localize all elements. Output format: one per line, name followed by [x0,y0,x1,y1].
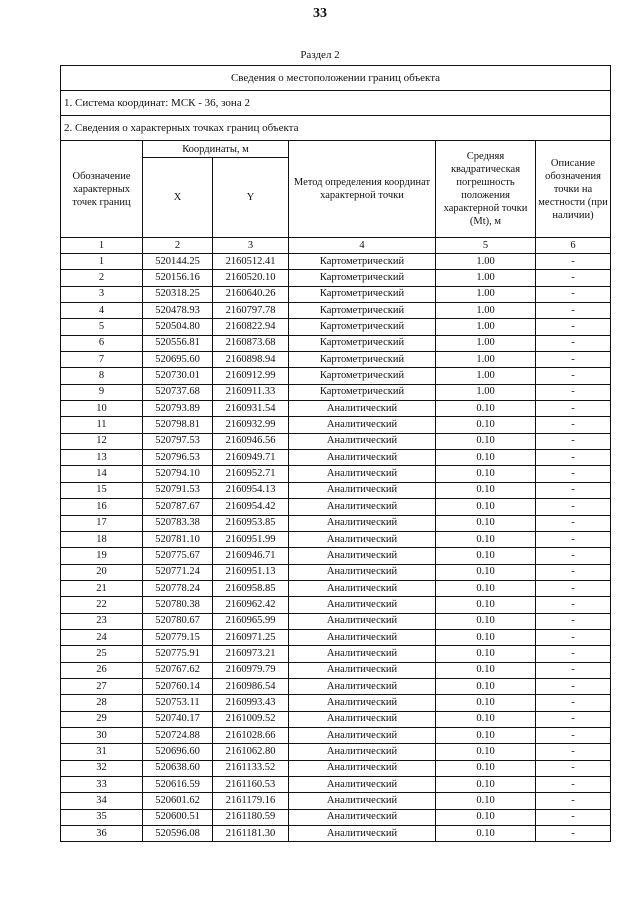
error: 1.00 [436,303,536,319]
method: Аналитический [289,548,436,564]
coord-y: 2161009.52 [213,711,289,727]
coord-x: 520616.59 [143,777,213,793]
coord-y: 2160822.94 [213,319,289,335]
description: - [536,629,611,645]
point-number: 23 [61,613,143,629]
point-number: 10 [61,401,143,417]
coord-y: 2161160.53 [213,777,289,793]
coord-x: 520767.62 [143,662,213,678]
coord-x: 520780.67 [143,613,213,629]
table-row [61,548,611,564]
point-number: 28 [61,695,143,711]
error: 0.10 [436,629,536,645]
error: 0.10 [436,826,536,842]
points-heading: 2. Сведения о характерных точках границ объекта [61,116,611,141]
coord-y: 2161062.80 [213,744,289,760]
column-number: 6 [536,238,611,254]
point-number: 17 [61,515,143,531]
coord-y: 2160946.71 [213,548,289,564]
table-title: Сведения о местоположении границ объекта [61,66,611,91]
error: 0.10 [436,548,536,564]
error: 0.10 [436,678,536,694]
table-row [61,564,611,580]
point-number: 31 [61,744,143,760]
table-row [61,662,611,678]
header-description: Описание обозначения точки на местности (при наличии) [536,141,611,238]
point-number: 19 [61,548,143,564]
point-number: 27 [61,678,143,694]
coord-x: 520724.88 [143,727,213,743]
error: 0.10 [436,515,536,531]
table-row [61,826,611,842]
coord-x: 520737.68 [143,384,213,400]
description: - [536,352,611,368]
coord-x: 520779.15 [143,629,213,645]
header-coords: Координаты, м [143,141,289,158]
point-number: 15 [61,482,143,498]
point-number: 26 [61,662,143,678]
error: 0.10 [436,433,536,449]
error: 1.00 [436,270,536,286]
error: 0.10 [436,417,536,433]
coord-y: 2160512.41 [213,254,289,270]
coord-x: 520556.81 [143,335,213,351]
coord-y: 2160973.21 [213,646,289,662]
table-row [61,499,611,515]
method: Картометрический [289,368,436,384]
description: - [536,646,611,662]
method: Аналитический [289,531,436,547]
table-row [61,809,611,825]
method: Аналитический [289,433,436,449]
point-number: 6 [61,335,143,351]
description: - [536,826,611,842]
table-row [61,727,611,743]
coord-y: 2160520.10 [213,270,289,286]
point-number: 33 [61,777,143,793]
point-number: 1 [61,254,143,270]
table-row [61,286,611,302]
description: - [536,499,611,515]
coord-y: 2160954.13 [213,482,289,498]
description: - [536,793,611,809]
point-number: 18 [61,531,143,547]
error: 0.10 [436,711,536,727]
method: Аналитический [289,809,436,825]
method: Аналитический [289,662,436,678]
method: Картометрический [289,254,436,270]
coord-x: 520144.25 [143,254,213,270]
column-number-row [61,238,611,254]
table-row [61,597,611,613]
coord-x: 520794.10 [143,466,213,482]
method: Аналитический [289,515,436,531]
coord-y: 2160640.26 [213,286,289,302]
table-row [61,515,611,531]
table-row [61,433,611,449]
point-number: 21 [61,580,143,596]
table-row [61,580,611,596]
header-error: Средняя квадратическая погрешность положения характерной точки (Mt), м [436,141,536,238]
point-number: 16 [61,499,143,515]
coord-x: 520787.67 [143,499,213,515]
method: Аналитический [289,760,436,776]
description: - [536,466,611,482]
error: 0.10 [436,727,536,743]
method: Аналитический [289,450,436,466]
coord-x: 520775.67 [143,548,213,564]
error: 0.10 [436,466,536,482]
table-row [61,401,611,417]
point-number: 11 [61,417,143,433]
point-number: 7 [61,352,143,368]
description: - [536,695,611,711]
table-row [61,254,611,270]
point-number: 4 [61,303,143,319]
coord-y: 2160898.94 [213,352,289,368]
table-row [61,417,611,433]
coord-x: 520156.16 [143,270,213,286]
table-row [61,744,611,760]
coord-y: 2160962.42 [213,597,289,613]
header-point: Обозначение характерных точек границ [61,141,143,238]
error: 0.10 [436,531,536,547]
method: Аналитический [289,777,436,793]
coord-x: 520791.53 [143,482,213,498]
coord-y: 2160912.99 [213,368,289,384]
coord-x: 520696.60 [143,744,213,760]
coord-y: 2160986.54 [213,678,289,694]
error: 0.10 [436,793,536,809]
error: 1.00 [436,384,536,400]
coord-y: 2161133.52 [213,760,289,776]
description: - [536,613,611,629]
coord-y: 2160911.33 [213,384,289,400]
method: Картометрический [289,352,436,368]
header-method: Метод определения координат характерной точки [289,141,436,238]
description: - [536,254,611,270]
coord-y: 2160932.99 [213,417,289,433]
coord-y: 2160979.79 [213,662,289,678]
table-row [61,270,611,286]
coord-x: 520601.62 [143,793,213,809]
method: Аналитический [289,466,436,482]
coord-y: 2160954.42 [213,499,289,515]
point-number: 5 [61,319,143,335]
method: Аналитический [289,727,436,743]
table-row [61,629,611,645]
point-number: 20 [61,564,143,580]
method: Картометрический [289,319,436,335]
coord-y: 2161181.30 [213,826,289,842]
method: Аналитический [289,826,436,842]
coord-y: 2160953.85 [213,515,289,531]
error: 1.00 [436,254,536,270]
coord-y: 2160797.78 [213,303,289,319]
method: Аналитический [289,793,436,809]
error: 1.00 [436,352,536,368]
table-row [61,678,611,694]
table-row [61,466,611,482]
coord-x: 520771.24 [143,564,213,580]
point-number: 29 [61,711,143,727]
description: - [536,270,611,286]
point-number: 12 [61,433,143,449]
coord-y: 2160951.99 [213,531,289,547]
table-row [61,777,611,793]
column-number: 1 [61,238,143,254]
coord-x: 520775.91 [143,646,213,662]
error: 0.10 [436,564,536,580]
error: 1.00 [436,286,536,302]
column-number: 2 [143,238,213,254]
table-row [61,711,611,727]
coord-x: 520797.53 [143,433,213,449]
description: - [536,319,611,335]
coord-y: 2161180.59 [213,809,289,825]
column-number: 5 [436,238,536,254]
error: 0.10 [436,597,536,613]
description: - [536,515,611,531]
description: - [536,744,611,760]
coord-y: 2160952.71 [213,466,289,482]
description: - [536,597,611,613]
error: 0.10 [436,646,536,662]
description: - [536,482,611,498]
coord-y: 2161028.66 [213,727,289,743]
error: 0.10 [436,744,536,760]
method: Картометрический [289,335,436,351]
point-number: 14 [61,466,143,482]
description: - [536,548,611,564]
method: Аналитический [289,678,436,694]
coord-x: 520318.25 [143,286,213,302]
description: - [536,711,611,727]
description: - [536,335,611,351]
coord-y: 2160873.68 [213,335,289,351]
error: 0.10 [436,695,536,711]
table-row [61,793,611,809]
coordinate-system: 1. Система координат: МСК - 36, зона 2 [61,91,611,116]
method: Аналитический [289,499,436,515]
boundary-points-table [60,65,611,842]
error: 0.10 [436,450,536,466]
point-number: 8 [61,368,143,384]
point-number: 2 [61,270,143,286]
column-number: 3 [213,238,289,254]
coord-x: 520798.81 [143,417,213,433]
coord-x: 520596.08 [143,826,213,842]
point-number: 3 [61,286,143,302]
point-number: 22 [61,597,143,613]
method: Аналитический [289,646,436,662]
section-label: Раздел 2 [300,49,340,61]
page-number: 33 [313,6,327,21]
coord-y: 2160993.43 [213,695,289,711]
description: - [536,580,611,596]
method: Аналитический [289,613,436,629]
coord-x: 520796.53 [143,450,213,466]
coord-y: 2160965.99 [213,613,289,629]
coord-x: 520695.60 [143,352,213,368]
description: - [536,433,611,449]
method: Аналитический [289,564,436,580]
coord-y: 2160931.54 [213,401,289,417]
header-y: Y [213,158,289,238]
point-number: 32 [61,760,143,776]
point-number: 24 [61,629,143,645]
error: 1.00 [436,319,536,335]
method: Аналитический [289,580,436,596]
error: 0.10 [436,777,536,793]
method: Аналитический [289,629,436,645]
description: - [536,417,611,433]
error: 0.10 [436,760,536,776]
coord-x: 520730.01 [143,368,213,384]
error: 0.10 [436,613,536,629]
coord-x: 520740.17 [143,711,213,727]
point-number: 25 [61,646,143,662]
coord-x: 520781.10 [143,531,213,547]
coord-x: 520783.38 [143,515,213,531]
coord-x: 520793.89 [143,401,213,417]
table-row [61,695,611,711]
error: 1.00 [436,335,536,351]
coord-x: 520760.14 [143,678,213,694]
coord-x: 520600.51 [143,809,213,825]
coord-y: 2160958.85 [213,580,289,596]
table-row [61,482,611,498]
table-row [61,384,611,400]
error: 0.10 [436,499,536,515]
method: Картометрический [289,270,436,286]
coord-y: 2160971.25 [213,629,289,645]
method: Аналитический [289,597,436,613]
table-row [61,352,611,368]
description: - [536,662,611,678]
table-row [61,319,611,335]
header-x: X [143,158,213,238]
point-number: 34 [61,793,143,809]
description: - [536,384,611,400]
description: - [536,809,611,825]
description: - [536,760,611,776]
coord-x: 520780.38 [143,597,213,613]
description: - [536,727,611,743]
error: 0.10 [436,482,536,498]
method: Аналитический [289,482,436,498]
table-row [61,646,611,662]
description: - [536,303,611,319]
coord-x: 520478.93 [143,303,213,319]
point-number: 13 [61,450,143,466]
table-row [61,368,611,384]
table-row [61,450,611,466]
error: 0.10 [436,401,536,417]
description: - [536,450,611,466]
coord-x: 520778.24 [143,580,213,596]
coord-x: 520638.60 [143,760,213,776]
method: Аналитический [289,695,436,711]
coord-x: 520753.11 [143,695,213,711]
description: - [536,401,611,417]
method: Аналитический [289,744,436,760]
column-number: 4 [289,238,436,254]
point-number: 35 [61,809,143,825]
method: Картометрический [289,303,436,319]
coord-x: 520504.80 [143,319,213,335]
method: Аналитический [289,711,436,727]
description: - [536,678,611,694]
description: - [536,564,611,580]
method: Аналитический [289,417,436,433]
method: Картометрический [289,286,436,302]
coord-y: 2160949.71 [213,450,289,466]
description: - [536,531,611,547]
method: Аналитический [289,401,436,417]
table-row [61,531,611,547]
method: Картометрический [289,384,436,400]
error: 0.10 [436,580,536,596]
point-number: 36 [61,826,143,842]
error: 1.00 [436,368,536,384]
point-number: 30 [61,727,143,743]
points-body [61,254,611,842]
coord-y: 2160946.56 [213,433,289,449]
coord-y: 2160951.13 [213,564,289,580]
coord-y: 2161179.16 [213,793,289,809]
table-row [61,303,611,319]
table-row [61,760,611,776]
point-number: 9 [61,384,143,400]
table-row [61,613,611,629]
error: 0.10 [436,809,536,825]
description: - [536,286,611,302]
description: - [536,368,611,384]
error: 0.10 [436,662,536,678]
table-row [61,335,611,351]
description: - [536,777,611,793]
